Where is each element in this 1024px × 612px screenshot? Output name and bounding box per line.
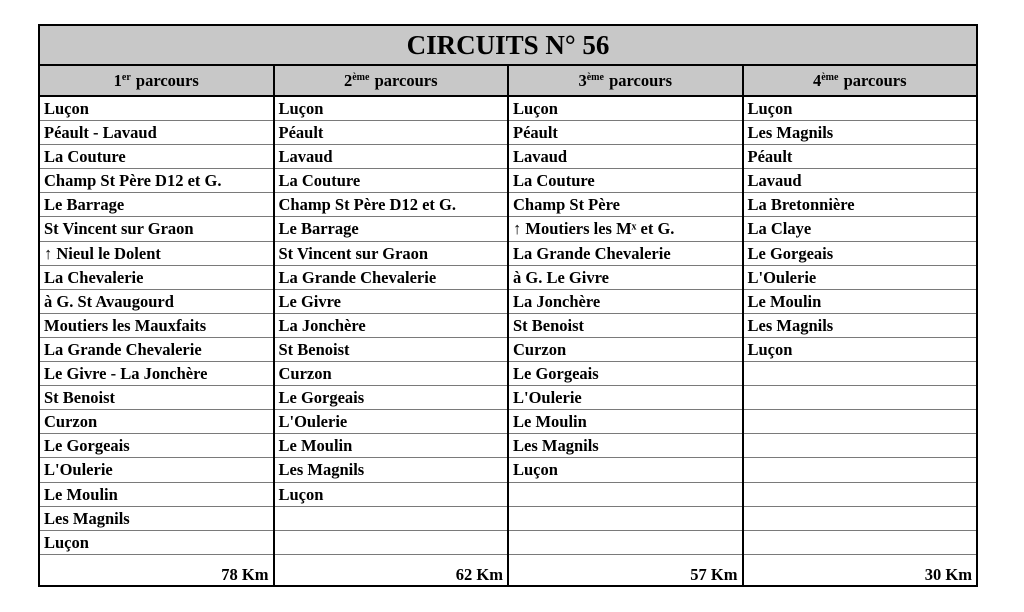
route-stop: Péault - Lavaud [40, 121, 273, 145]
route-stop: Le Gorgeais [744, 242, 977, 266]
table-title: CIRCUITS N° 56 [40, 26, 976, 66]
route-stop: Le Givre [275, 290, 508, 314]
route-stop: Les Magnils [744, 121, 977, 145]
route-stop: à G. Le Givre [509, 266, 742, 290]
route-stop: Péault [744, 145, 977, 169]
route-total: 30 Km [924, 565, 972, 584]
route-stop: ↑ Moutiers les Mˣ et G. [509, 217, 742, 241]
column-header-1: 1er parcours [113, 71, 199, 90]
route-stop: Moutiers les Mauxfaits [40, 314, 273, 338]
route-stop: Curzon [40, 410, 273, 434]
route-stop: Le Moulin [40, 483, 273, 507]
route-stop: La Grande Chevalerie [40, 338, 273, 362]
column-header-3: 3ème parcours [507, 66, 742, 95]
route-stop: Le Moulin [275, 434, 508, 458]
route-column-2 [273, 97, 508, 585]
empty-cell [275, 507, 508, 531]
route-column-1 [40, 97, 273, 585]
route-stop: Les Magnils [744, 314, 977, 338]
route-stop: St Benoist [275, 338, 508, 362]
route-stop: Luçon [509, 458, 742, 482]
route-total: 57 Km [690, 565, 738, 584]
route-stop: St Benoist [40, 386, 273, 410]
route-column-3 [507, 97, 742, 585]
route-stop: Curzon [509, 338, 742, 362]
empty-cell [509, 507, 742, 531]
route-stop: La Jonchère [275, 314, 508, 338]
route-stop: Lavaud [744, 169, 977, 193]
empty-cell [744, 483, 977, 507]
circuits-table [38, 24, 978, 587]
route-stop: Curzon [275, 362, 508, 386]
route-stop: Luçon [744, 338, 977, 362]
route-stop: L'Oulerie [744, 266, 977, 290]
empty-cell [744, 531, 977, 555]
route-stop: St Vincent sur Graon [275, 242, 508, 266]
route-stop: La Chevalerie [40, 266, 273, 290]
column-header-2: 2ème parcours [273, 66, 508, 95]
route-stop: Luçon [509, 97, 742, 121]
route-stop: Lavaud [509, 145, 742, 169]
column-header-4: 4ème parcours [742, 66, 977, 95]
route-stop: Le Moulin [744, 290, 977, 314]
route-stop: La Jonchère [509, 290, 742, 314]
route-stop: Luçon [275, 483, 508, 507]
route-stop: L'Oulerie [40, 458, 273, 482]
route-stop: Luçon [40, 97, 273, 121]
route-stop: Le Givre - La Jonchère [40, 362, 273, 386]
route-stop: Luçon [275, 97, 508, 121]
empty-cell [509, 483, 742, 507]
route-stop: Le Moulin [509, 410, 742, 434]
empty-cell [744, 410, 977, 434]
route-stop: La Couture [275, 169, 508, 193]
route-stop: Le Gorgeais [40, 434, 273, 458]
route-stop: Champ St Père D12 et G. [40, 169, 273, 193]
route-stop: La Grande Chevalerie [509, 242, 742, 266]
route-stop: Péault [509, 121, 742, 145]
route-stop: L'Oulerie [509, 386, 742, 410]
header-row [40, 66, 976, 97]
empty-cell [509, 531, 742, 555]
empty-cell [744, 362, 977, 386]
empty-cell [275, 531, 508, 555]
route-stop: Les Magnils [275, 458, 508, 482]
route-stop: Le Barrage [40, 193, 273, 217]
route-stop: Le Gorgeais [275, 386, 508, 410]
empty-cell [744, 458, 977, 482]
empty-cell [744, 386, 977, 410]
route-stop: La Bretonnière [744, 193, 977, 217]
route-stop: Lavaud [275, 145, 508, 169]
route-total: 78 Km [221, 565, 269, 584]
route-column-4 [742, 97, 977, 585]
route-stop: L'Oulerie [275, 410, 508, 434]
route-stop: Luçon [744, 97, 977, 121]
route-stop: Les Magnils [40, 507, 273, 531]
route-stop: Champ St Père [509, 193, 742, 217]
route-stop: St Vincent sur Graon [40, 217, 273, 241]
route-stop: Le Barrage [275, 217, 508, 241]
empty-cell [744, 507, 977, 531]
route-stop: à G. St Avaugourd [40, 290, 273, 314]
empty-cell [744, 434, 977, 458]
route-stop: Péault [275, 121, 508, 145]
route-stop: Le Gorgeais [509, 362, 742, 386]
table-body [40, 97, 976, 585]
route-stop: ↑ Nieul le Dolent [40, 242, 273, 266]
route-stop: Les Magnils [509, 434, 742, 458]
route-stop: La Grande Chevalerie [275, 266, 508, 290]
route-stop: Luçon [40, 531, 273, 555]
route-stop: La Couture [509, 169, 742, 193]
route-stop: Champ St Père D12 et G. [275, 193, 508, 217]
route-stop: St Benoist [509, 314, 742, 338]
route-total: 62 Km [455, 565, 503, 584]
route-stop: La Couture [40, 145, 273, 169]
route-stop: La Claye [744, 217, 977, 241]
